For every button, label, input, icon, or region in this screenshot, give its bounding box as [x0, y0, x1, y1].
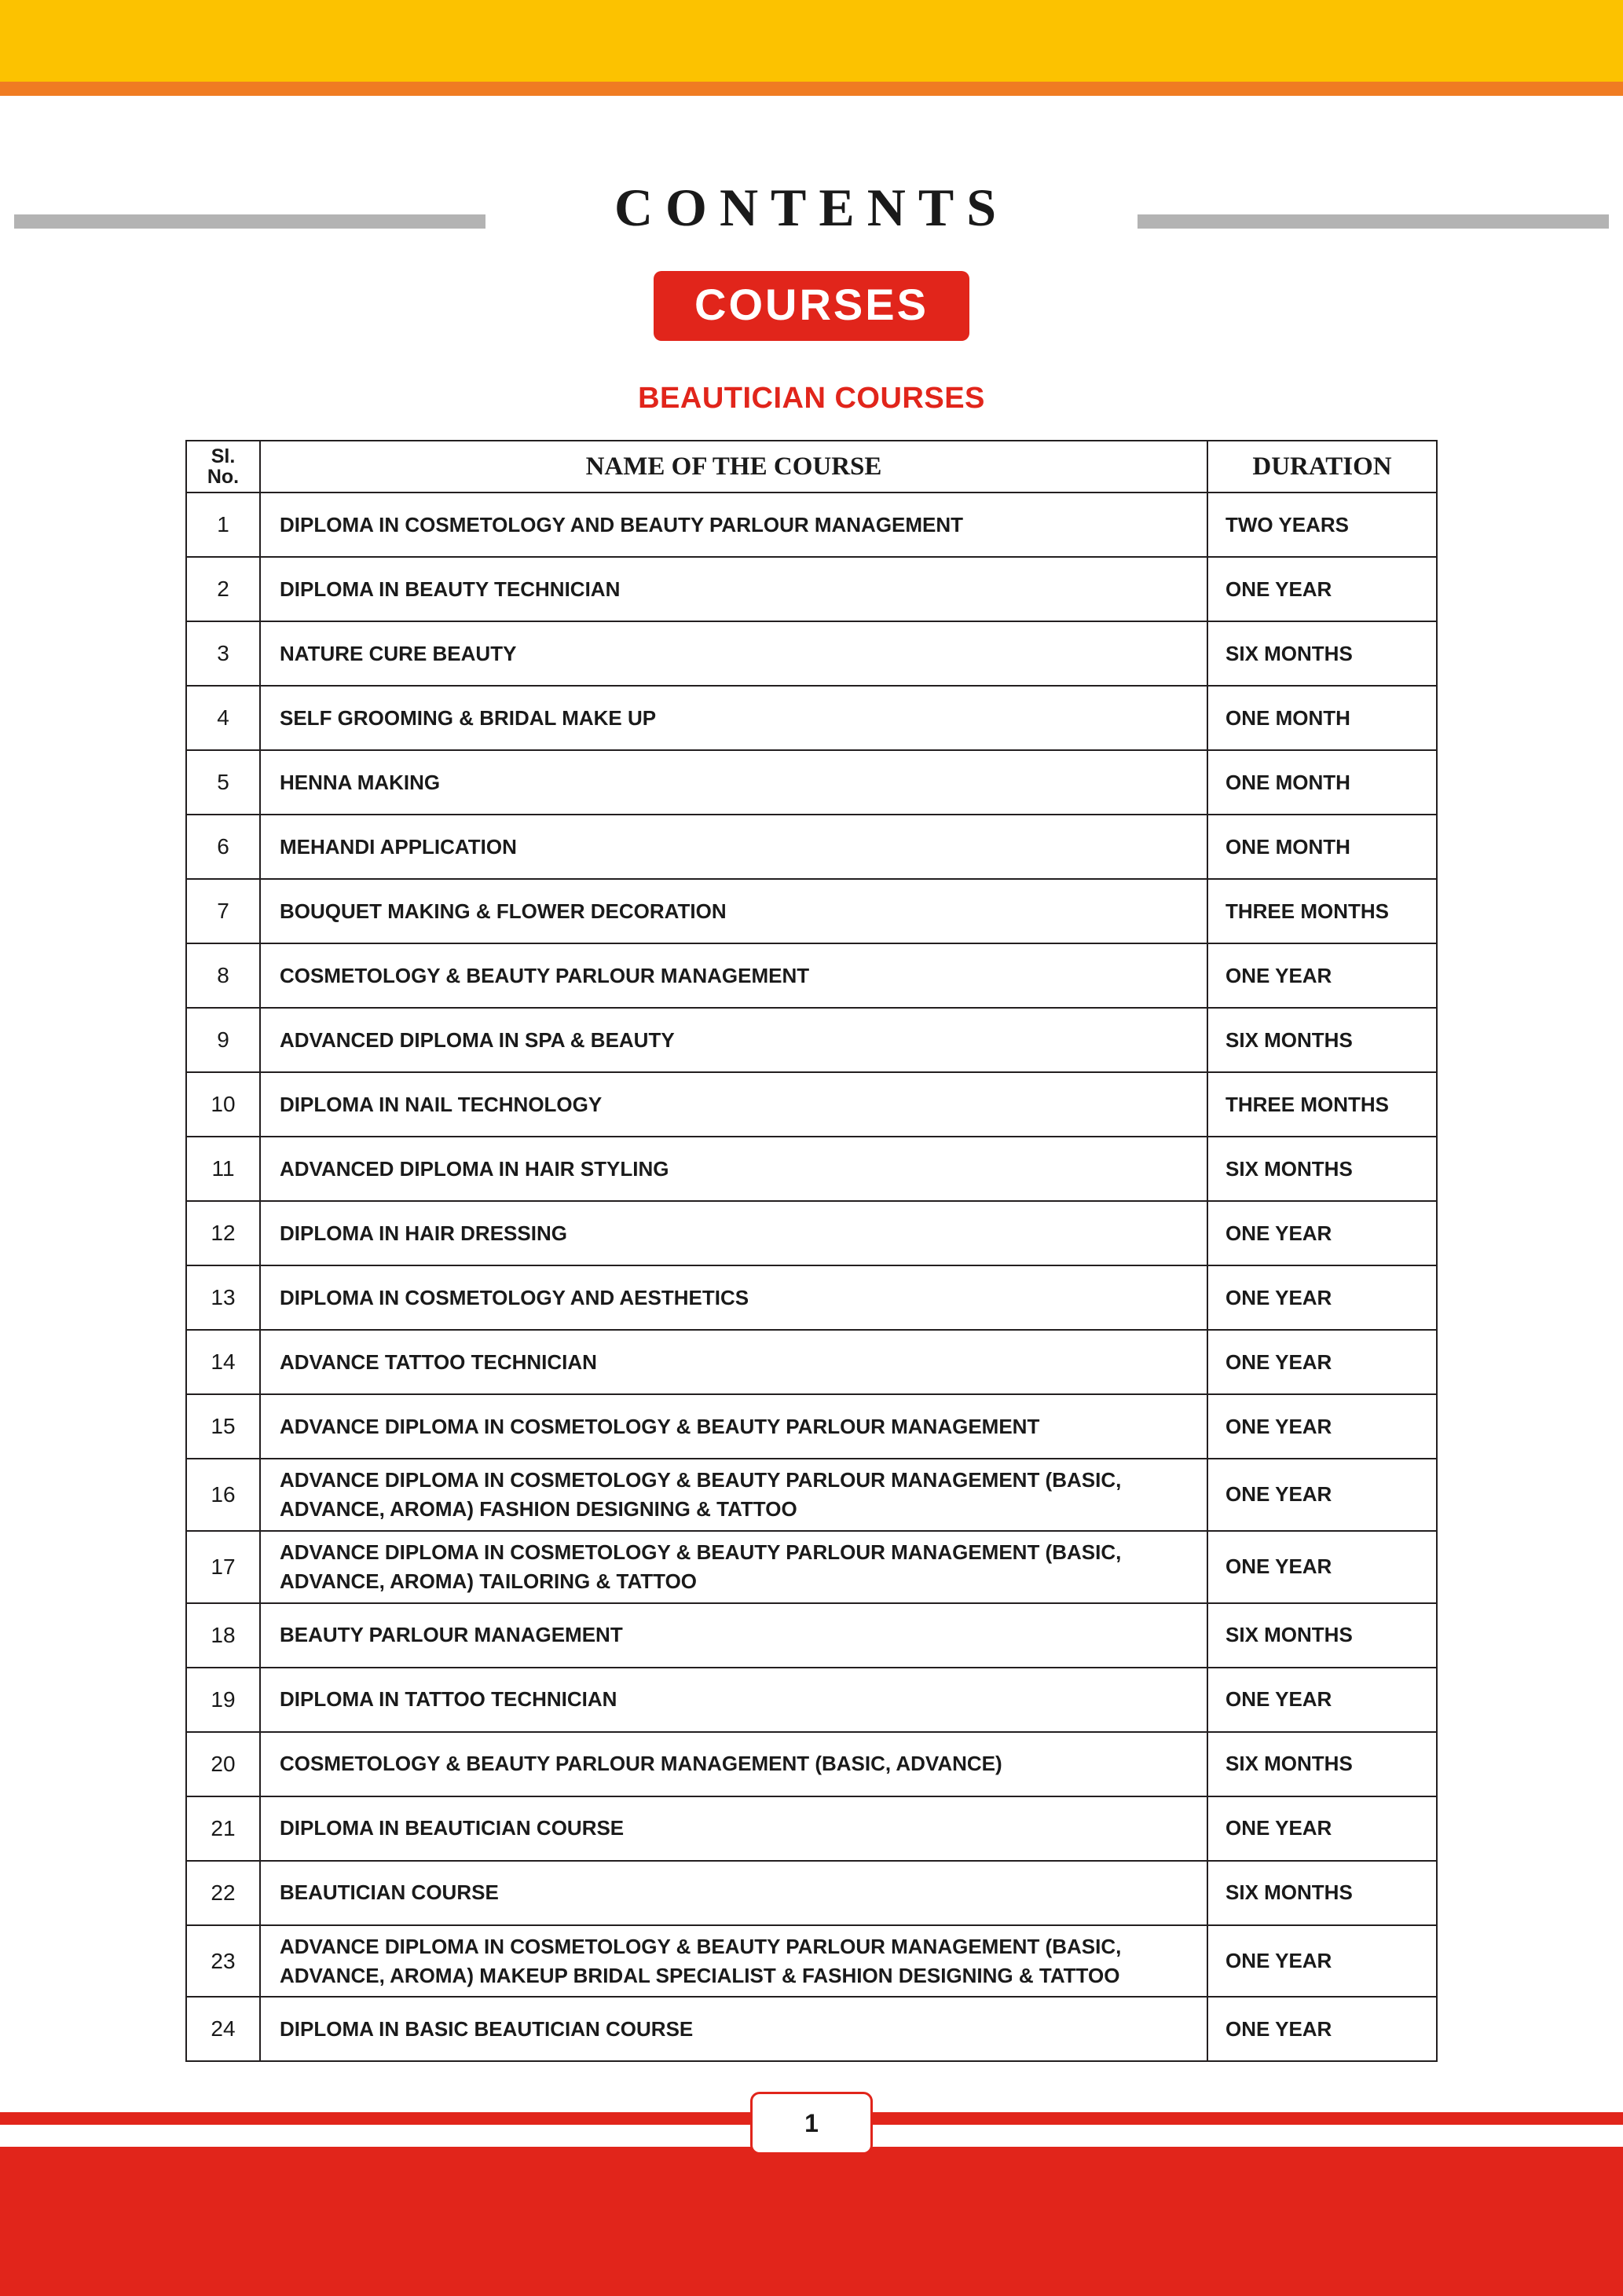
cell-course-name: SELF GROOMING & BRIDAL MAKE UP — [260, 686, 1207, 750]
cell-sl-no: 10 — [186, 1072, 260, 1137]
cell-sl-no: 24 — [186, 1997, 260, 2061]
table-row — [186, 879, 1437, 943]
cell-duration: ONE YEAR — [1207, 1459, 1437, 1531]
page-title: CONTENTS — [614, 178, 1009, 237]
cell-course-name: ADVANCED DIPLOMA IN SPA & BEAUTY — [260, 1008, 1207, 1072]
cell-course-name: DIPLOMA IN TATTOO TECHNICIAN — [260, 1668, 1207, 1732]
cell-duration: SIX MONTHS — [1207, 1603, 1437, 1668]
cell-course-name: BEAUTY PARLOUR MANAGEMENT — [260, 1603, 1207, 1668]
table-header — [186, 441, 1437, 493]
cell-sl-no: 5 — [186, 750, 260, 815]
cell-duration: SIX MONTHS — [1207, 1732, 1437, 1796]
cell-duration: SIX MONTHS — [1207, 1137, 1437, 1201]
table-header-row — [186, 441, 1437, 493]
cell-duration: ONE YEAR — [1207, 557, 1437, 621]
table-row — [186, 1997, 1437, 2061]
table-row — [186, 686, 1437, 750]
table-row — [186, 557, 1437, 621]
cell-sl-no: 18 — [186, 1603, 260, 1668]
table-row — [186, 1072, 1437, 1137]
cell-sl-no: 14 — [186, 1330, 260, 1394]
cell-sl-no: 7 — [186, 879, 260, 943]
table-row — [186, 1796, 1437, 1861]
column-header-sl-line1: Sl. — [211, 445, 236, 467]
cell-sl-no: 8 — [186, 943, 260, 1008]
table-body — [186, 493, 1437, 2061]
cell-duration: ONE MONTH — [1207, 686, 1437, 750]
table-row — [186, 750, 1437, 815]
table-row — [186, 1394, 1437, 1459]
cell-course-name: ADVANCE DIPLOMA IN COSMETOLOGY & BEAUTY PARLOUR MANAGEMENT (BASIC, ADVANCE, AROMA) FASHION DESIGNING & TATTOO — [260, 1459, 1207, 1531]
cell-duration: ONE YEAR — [1207, 1330, 1437, 1394]
top-orange-band — [0, 82, 1623, 96]
cell-course-name: ADVANCED DIPLOMA IN HAIR STYLING — [260, 1137, 1207, 1201]
cell-sl-no: 23 — [186, 1925, 260, 1998]
cell-course-name: BEAUTICIAN COURSE — [260, 1861, 1207, 1925]
cell-course-name: DIPLOMA IN BEAUTICIAN COURSE — [260, 1796, 1207, 1861]
cell-course-name: HENNA MAKING — [260, 750, 1207, 815]
page-number-badge: 1 — [750, 2092, 873, 2155]
cell-sl-no: 13 — [186, 1265, 260, 1330]
cell-sl-no: 17 — [186, 1531, 260, 1603]
cell-duration: ONE YEAR — [1207, 1265, 1437, 1330]
table-row — [186, 1201, 1437, 1265]
column-header-course-name: NAME OF THE COURSE — [260, 441, 1207, 493]
cell-duration: ONE YEAR — [1207, 1668, 1437, 1732]
cell-duration: ONE MONTH — [1207, 750, 1437, 815]
courses-badge: COURSES — [654, 271, 969, 341]
cell-course-name: NATURE CURE BEAUTY — [260, 621, 1207, 686]
table-row — [186, 1265, 1437, 1330]
cell-duration: ONE YEAR — [1207, 943, 1437, 1008]
contents-title-row — [0, 169, 1623, 263]
cell-duration: ONE YEAR — [1207, 1531, 1437, 1603]
table-row — [186, 1459, 1437, 1531]
cell-course-name: ADVANCE DIPLOMA IN COSMETOLOGY & BEAUTY PARLOUR MANAGEMENT — [260, 1394, 1207, 1459]
cell-course-name: MEHANDI APPLICATION — [260, 815, 1207, 879]
column-header-sl-line2: No. — [207, 466, 240, 488]
column-header-duration: DURATION — [1207, 441, 1437, 493]
cell-duration: THREE MONTHS — [1207, 1072, 1437, 1137]
table-row — [186, 1008, 1437, 1072]
table-row — [186, 943, 1437, 1008]
cell-sl-no: 1 — [186, 493, 260, 557]
cell-course-name: ADVANCE TATTOO TECHNICIAN — [260, 1330, 1207, 1394]
column-header-sl-no — [186, 441, 260, 493]
cell-duration: ONE YEAR — [1207, 1394, 1437, 1459]
cell-sl-no: 22 — [186, 1861, 260, 1925]
cell-course-name: BOUQUET MAKING & FLOWER DECORATION — [260, 879, 1207, 943]
table-row — [186, 493, 1437, 557]
cell-sl-no: 6 — [186, 815, 260, 879]
cell-course-name: DIPLOMA IN HAIR DRESSING — [260, 1201, 1207, 1265]
cell-duration: SIX MONTHS — [1207, 1861, 1437, 1925]
cell-sl-no: 11 — [186, 1137, 260, 1201]
cell-sl-no: 3 — [186, 621, 260, 686]
table-row — [186, 1861, 1437, 1925]
table-row — [186, 1925, 1437, 1998]
cell-course-name: DIPLOMA IN BASIC BEAUTICIAN COURSE — [260, 1997, 1207, 2061]
cell-course-name: ADVANCE DIPLOMA IN COSMETOLOGY & BEAUTY PARLOUR MANAGEMENT (BASIC, ADVANCE, AROMA) TAILORING & TATTOO — [260, 1531, 1207, 1603]
table-row — [186, 1330, 1437, 1394]
section-title: BEAUTICIAN COURSES — [638, 382, 985, 415]
table-row — [186, 1732, 1437, 1796]
cell-sl-no: 12 — [186, 1201, 260, 1265]
cell-sl-no: 16 — [186, 1459, 260, 1531]
table-row — [186, 1531, 1437, 1603]
table-row — [186, 815, 1437, 879]
cell-duration: THREE MONTHS — [1207, 879, 1437, 943]
cell-course-name: DIPLOMA IN BEAUTY TECHNICIAN — [260, 557, 1207, 621]
cell-course-name: COSMETOLOGY & BEAUTY PARLOUR MANAGEMENT (BASIC, ADVANCE) — [260, 1732, 1207, 1796]
cell-duration: ONE YEAR — [1207, 1201, 1437, 1265]
table-row — [186, 1137, 1437, 1201]
table-row — [186, 621, 1437, 686]
cell-sl-no: 2 — [186, 557, 260, 621]
cell-course-name: COSMETOLOGY & BEAUTY PARLOUR MANAGEMENT — [260, 943, 1207, 1008]
top-yellow-band — [0, 0, 1623, 82]
cell-duration: ONE YEAR — [1207, 1997, 1437, 2061]
cell-course-name: DIPLOMA IN NAIL TECHNOLOGY — [260, 1072, 1207, 1137]
cell-sl-no: 20 — [186, 1732, 260, 1796]
page-header — [0, 169, 1623, 416]
cell-duration: ONE MONTH — [1207, 815, 1437, 879]
courses-table-container — [185, 440, 1436, 2062]
cell-course-name: DIPLOMA IN COSMETOLOGY AND BEAUTY PARLOUR MANAGEMENT — [260, 493, 1207, 557]
cell-duration: ONE YEAR — [1207, 1925, 1437, 1998]
cell-duration: SIX MONTHS — [1207, 621, 1437, 686]
cell-sl-no: 21 — [186, 1796, 260, 1861]
footer-red-band — [0, 2147, 1623, 2296]
cell-sl-no: 19 — [186, 1668, 260, 1732]
table-row — [186, 1668, 1437, 1732]
cell-duration: ONE YEAR — [1207, 1796, 1437, 1861]
cell-duration: TWO YEARS — [1207, 493, 1437, 557]
courses-table — [185, 440, 1438, 2062]
table-row — [186, 1603, 1437, 1668]
cell-sl-no: 4 — [186, 686, 260, 750]
cell-duration: SIX MONTHS — [1207, 1008, 1437, 1072]
cell-course-name: ADVANCE DIPLOMA IN COSMETOLOGY & BEAUTY PARLOUR MANAGEMENT (BASIC, ADVANCE, AROMA) MAKEUP BRIDAL SPECIALIST & FASHION DESIGNING & TATTOO — [260, 1925, 1207, 1998]
cell-sl-no: 15 — [186, 1394, 260, 1459]
cell-course-name: DIPLOMA IN COSMETOLOGY AND AESTHETICS — [260, 1265, 1207, 1330]
cell-sl-no: 9 — [186, 1008, 260, 1072]
